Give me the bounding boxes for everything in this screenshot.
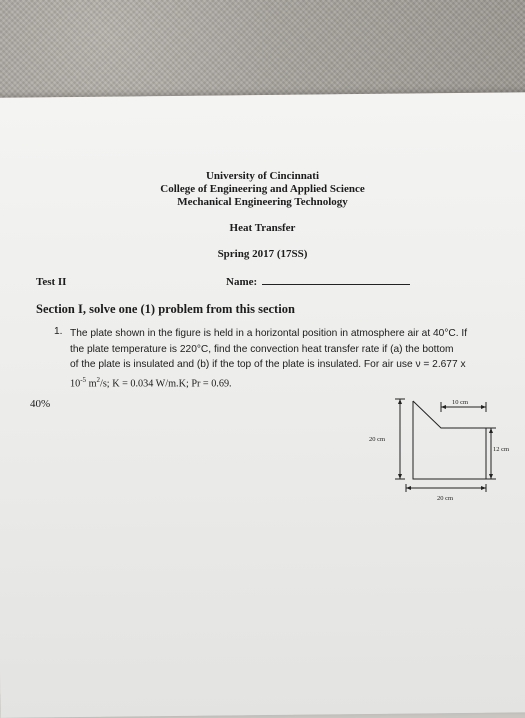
dim-label-left: 20 cm [369, 436, 386, 443]
problem-number: 1. [54, 326, 63, 337]
nu-mantissa: 10 [70, 377, 81, 389]
properties-text: /s; K = 0.034 W/m.K; Pr = 0.69. [100, 377, 232, 389]
dim-label-right: 12 cm [493, 446, 510, 453]
department-name: Mechanical Engineering Technology [177, 196, 348, 208]
problem-weight: 40% [30, 398, 51, 410]
dim-label-bottom: 20 cm [437, 495, 454, 502]
nu-exponent: -5 [80, 375, 87, 384]
problem-line-2: the plate temperature is 220°C, find the convection heat transfer rate if (a) the bottom [70, 343, 454, 355]
section-title: Section I, solve one (1) problem from this section [36, 302, 295, 316]
university-name: University of Cincinnati [205, 170, 320, 182]
unit-m: m [86, 377, 97, 389]
problem-line-3: of the plate is insulated and (b) if the top of the plate is insulated. For air use ν = 2.677 x [70, 359, 466, 370]
term-label: Spring 2017 (17SS) [217, 248, 308, 260]
college-name: College of Engineering and Applied Science [160, 183, 365, 195]
name-label: Name: [226, 276, 258, 288]
dim-label-top: 10 cm [452, 399, 469, 406]
test-label: Test II [36, 276, 67, 288]
unit-exponent: 2 [96, 375, 101, 384]
course-title: Heat Transfer [229, 222, 296, 234]
problem-line-1: The plate shown in the figure is held in a horizontal position in atmosphere air at 40°C. If [70, 328, 468, 339]
plate-outline [413, 401, 486, 479]
